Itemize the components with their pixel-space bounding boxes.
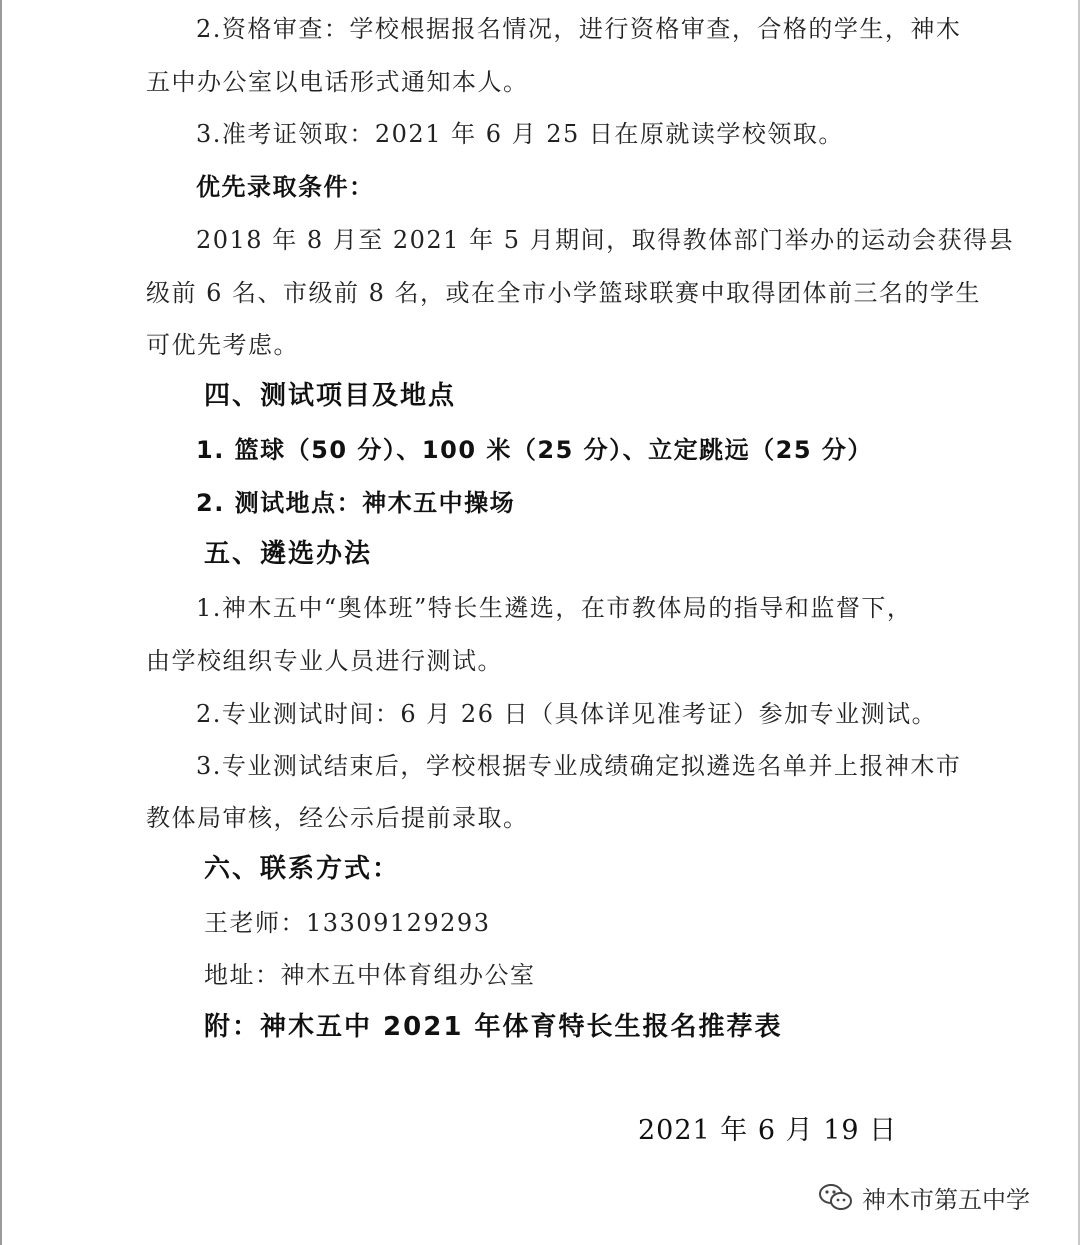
test-item-events: 1. 篮球（50 分）、100 米（25 分）、立定跳远（25 分） [196,436,873,464]
test-item-location: 2. 测试地点：神木五中操场 [196,489,516,517]
account-watermark [818,1180,1030,1215]
paragraph-selection-1-cont: 由学校组织专业人员进行测试。 [146,647,503,675]
contact-address: 地址：神木五中体育组办公室 [204,961,536,989]
heading-priority-admission: 优先录取条件： [196,173,375,201]
paragraph-selection-3-cont: 教体局审核，经公示后提前录取。 [146,804,529,832]
watermark-text: 神木市第五中学 [862,1186,1030,1214]
contact-teacher-phone: 王老师：13309129293 [204,909,491,937]
page-left-border [0,0,2,1245]
paragraph-priority-conditions-cont: 级前 6 名、市级前 8 名，或在全市小学篮球联赛中取得团体前三名的学生 [146,279,982,307]
paragraph-selection-1: 1.神木五中“奥体班”特长生遴选，在市教体局的指导和监督下， [196,594,913,622]
section-heading-test-items: 四、测试项目及地点 [204,381,457,411]
wechat-icon [818,1182,854,1214]
paragraph-selection-2: 2.专业测试时间：6 月 26 日（具体详见准考证）参加专业测试。 [196,700,938,728]
section-heading-selection-method: 五、遴选办法 [204,539,373,569]
paragraph-admission-ticket: 3.准考证领取：2021 年 6 月 25 日在原就读学校领取。 [196,120,844,148]
paragraph-selection-3: 3.专业测试结束后，学校根据专业成绩确定拟遴选名单并上报神木市 [196,752,962,780]
document-date: 2021 年 6 月 19 日 [638,1115,898,1146]
paragraph-qualification-review: 2.资格审查：学校根据报名情况，进行资格审查，合格的学生，神木 [196,15,962,43]
paragraph-priority-conditions: 2018 年 8 月至 2021 年 5 月期间，取得教体部门举办的运动会获得县 [196,226,1015,254]
attachment-note: 附：神木五中 2021 年体育特长生报名推荐表 [204,1012,783,1042]
paragraph-priority-conditions-end: 可优先考虑。 [146,331,299,359]
paragraph-qualification-review-cont: 五中办公室以电话形式通知本人。 [146,68,529,96]
section-heading-contact: 六、联系方式： [204,854,401,884]
